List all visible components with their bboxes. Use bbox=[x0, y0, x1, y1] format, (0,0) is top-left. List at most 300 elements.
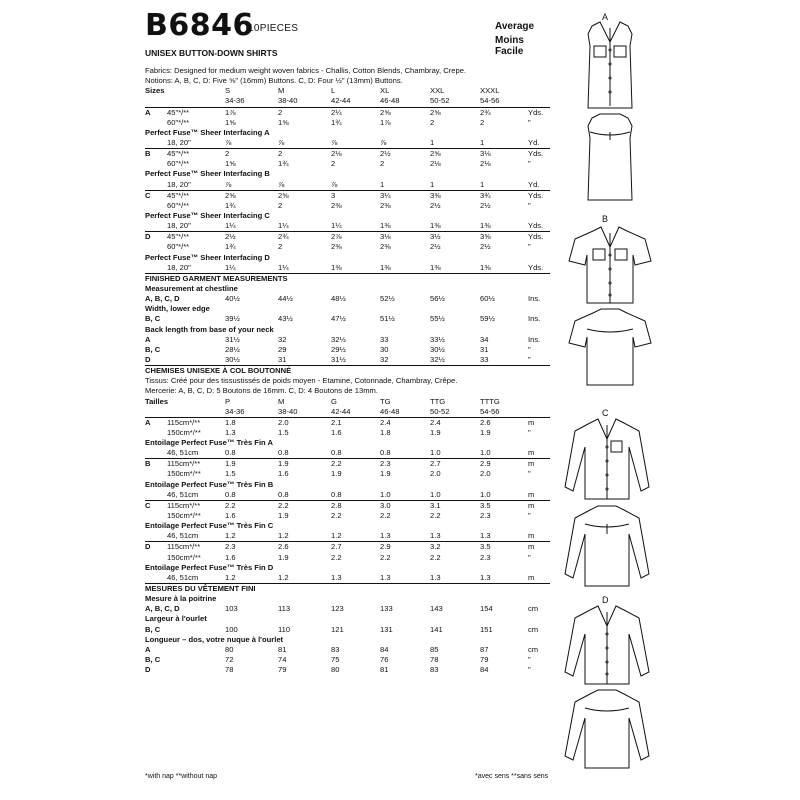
size-col-1: 1.5 bbox=[225, 469, 236, 479]
size-col-3: 1.6 bbox=[331, 427, 342, 437]
fabric-width: 60"*/** bbox=[167, 117, 190, 127]
size-col-4: 81 bbox=[380, 665, 389, 675]
size-col-5: 1⅜ bbox=[430, 262, 441, 272]
size-col-5: 56½ bbox=[430, 294, 445, 304]
size-col-6: 2½ bbox=[480, 200, 491, 210]
size-col-2: M bbox=[278, 396, 285, 406]
size-col-1: 72 bbox=[225, 655, 234, 665]
size-col-5: 1.0 bbox=[430, 489, 441, 499]
size-col-2: 31 bbox=[278, 354, 287, 364]
size-col-3: 2.8 bbox=[331, 500, 342, 510]
size-col-2: 110 bbox=[278, 624, 291, 634]
view-label: D bbox=[145, 354, 151, 364]
interfacing-heading bbox=[145, 438, 550, 448]
row-text: Width, lower edge bbox=[145, 304, 210, 314]
piece-count: 10PIECES bbox=[248, 23, 299, 34]
view-a-back-sketch bbox=[570, 112, 650, 204]
size-col-1: 34-36 bbox=[225, 406, 245, 416]
size-col-3: 121 bbox=[331, 624, 344, 634]
chart-data-row bbox=[145, 221, 550, 231]
size-col-3: 2⅜ bbox=[331, 242, 342, 252]
size-col-5: 2.2 bbox=[430, 511, 441, 521]
size-col-2: 2⅝ bbox=[278, 190, 289, 200]
size-col-5: 2⅝ bbox=[430, 107, 441, 117]
size-col-5: 83 bbox=[430, 665, 439, 675]
size-col-3: 31½ bbox=[331, 354, 346, 364]
unit: m bbox=[528, 531, 535, 541]
view-label: D bbox=[145, 665, 151, 675]
chart-data-row bbox=[145, 335, 550, 345]
size-col-4: 0.8 bbox=[380, 448, 391, 458]
interfacing-heading bbox=[145, 521, 550, 531]
size-col-3: 32½ bbox=[331, 334, 346, 344]
size-col-1: 0.8 bbox=[225, 489, 236, 499]
size-col-3: 1¼ bbox=[331, 221, 342, 231]
size-col-4: 1⅞ bbox=[380, 117, 391, 127]
size-col-5: 2.7 bbox=[430, 459, 441, 469]
size-col-3: 42-44 bbox=[331, 96, 351, 106]
size-col-6: 2¾ bbox=[480, 107, 491, 117]
row-text: FINISHED GARMENT MEASUREMENTS bbox=[145, 273, 288, 283]
size-col-4: 2.2 bbox=[380, 511, 391, 521]
size-col-2: 1¼ bbox=[278, 262, 289, 272]
row-text: Fabrics: Designed for medium weight woven fabrics - Challis, Cotton Blends, Chambray, Crepe. bbox=[145, 66, 467, 75]
unit: cm bbox=[528, 604, 539, 614]
unit: " bbox=[528, 552, 531, 562]
chart-note bbox=[145, 76, 550, 86]
row-text: Tissus: Créé pour des tissustissés de poids moyen - Etamine, Cotonnade, Chambray, Crêpe. bbox=[145, 376, 458, 386]
fabric-width: 46, 51cm bbox=[167, 489, 199, 499]
size-col-2: 29 bbox=[278, 344, 287, 354]
chart-data-row bbox=[145, 190, 550, 201]
chart-data-row bbox=[145, 490, 550, 500]
size-col-4: 1⅜ bbox=[380, 262, 391, 272]
fabric-width: 60"*/** bbox=[167, 242, 190, 252]
size-col-1: 39½ bbox=[225, 314, 240, 324]
fabric-width: 18, 20" bbox=[167, 137, 191, 147]
unit: Yds. bbox=[528, 232, 544, 242]
interfacing-heading bbox=[145, 253, 550, 263]
unit: m bbox=[528, 459, 535, 469]
chart-data-row bbox=[145, 159, 550, 169]
unit: " bbox=[528, 159, 531, 169]
unit: " bbox=[528, 469, 531, 479]
chart-data-row bbox=[145, 242, 550, 252]
size-col-3: 3 bbox=[331, 190, 336, 200]
size-header-row bbox=[145, 397, 550, 407]
size-col-1: 100 bbox=[225, 624, 238, 634]
size-col-6: 3.5 bbox=[480, 542, 491, 552]
size-col-1: 1.2 bbox=[225, 531, 236, 541]
size-col-6: 1.3 bbox=[480, 572, 491, 582]
measurement-heading bbox=[145, 304, 550, 314]
size-col-2: 79 bbox=[278, 665, 287, 675]
size-col-5: XXL bbox=[430, 86, 445, 96]
size-col-2: 2 bbox=[278, 107, 283, 117]
chart-note bbox=[145, 386, 550, 396]
size-col-1: 2⅝ bbox=[225, 190, 236, 200]
size-col-2: ⅞ bbox=[278, 137, 285, 147]
header bbox=[145, 8, 545, 68]
section-heading bbox=[145, 273, 550, 284]
size-col-6: 60½ bbox=[480, 294, 495, 304]
view-label: Sizes bbox=[145, 86, 165, 96]
size-col-4: 131 bbox=[380, 624, 393, 634]
size-col-1: 1¾ bbox=[225, 242, 236, 252]
size-col-6: 84 bbox=[480, 665, 489, 675]
chart-data-row bbox=[145, 263, 550, 273]
measurement-heading bbox=[145, 284, 550, 294]
view-label: A bbox=[145, 417, 151, 427]
row-text: Notions: A, B, C, D: Five ⅝" (16mm) Buttons. C, D: Four ½" (13mm) Buttons. bbox=[145, 76, 403, 86]
size-col-6: TTTG bbox=[480, 396, 500, 406]
size-col-6: 1⅜ bbox=[480, 221, 491, 231]
size-col-3: G bbox=[331, 396, 337, 406]
row-text: Entoilage Perfect Fuse™ Très Fin B bbox=[145, 479, 274, 489]
size-col-5: 1 bbox=[430, 137, 435, 147]
view-d-back-sketch bbox=[557, 688, 657, 770]
pattern-number: B6846 bbox=[145, 8, 254, 43]
size-col-2: 1.2 bbox=[278, 531, 289, 541]
size-col-4: 2⅝ bbox=[380, 107, 391, 117]
unit: m bbox=[528, 489, 535, 499]
size-col-6: 2.3 bbox=[480, 552, 491, 562]
unit: m bbox=[528, 417, 535, 427]
view-letter: C bbox=[602, 408, 609, 418]
size-col-2: 1.2 bbox=[278, 572, 289, 582]
unit: " bbox=[528, 354, 531, 364]
chart-data-row bbox=[145, 138, 550, 148]
size-col-3: 2.1 bbox=[331, 417, 342, 427]
view-label: B bbox=[145, 459, 151, 469]
size-col-4: 2.9 bbox=[380, 542, 391, 552]
view-label: B, C bbox=[145, 344, 161, 354]
unit: Ins. bbox=[528, 334, 541, 344]
fabric-width: 45"*/** bbox=[167, 149, 190, 159]
chart-data-row bbox=[145, 458, 550, 469]
row-text: Mercerie: A, B, C, D: 5 Boutons de 16mm. C, D: 4 Boutons de 13mm. bbox=[145, 386, 378, 396]
difficulty-english: Average bbox=[495, 21, 535, 32]
size-col-2: 2.0 bbox=[278, 417, 289, 427]
size-col-3: 1.2 bbox=[331, 531, 342, 541]
size-col-6: XXXL bbox=[480, 86, 500, 96]
size-col-1: 0.8 bbox=[225, 448, 236, 458]
size-col-1: 2½ bbox=[225, 232, 236, 242]
unit: " bbox=[528, 344, 531, 354]
size-col-3: 29½ bbox=[331, 344, 346, 354]
size-col-6: 1 bbox=[480, 179, 485, 189]
view-label: A bbox=[145, 107, 151, 117]
chart-data-row bbox=[145, 655, 550, 665]
size-col-4: ⅞ bbox=[380, 137, 387, 147]
unit: " bbox=[528, 665, 531, 675]
unit: Ins. bbox=[528, 314, 541, 324]
row-text: Entoilage Perfect Fuse™ Très Fin A bbox=[145, 438, 273, 448]
interfacing-heading bbox=[145, 563, 550, 573]
size-col-1: 28½ bbox=[225, 344, 240, 354]
size-col-1: 2.3 bbox=[225, 542, 236, 552]
chart-data-row bbox=[145, 314, 550, 324]
size-col-4: 30 bbox=[380, 344, 389, 354]
size-col-6: 34 bbox=[480, 334, 489, 344]
view-a bbox=[555, 0, 800, 205]
size-col-3: 123 bbox=[331, 604, 344, 614]
size-col-1: 1¾ bbox=[225, 200, 236, 210]
unit: Yds. bbox=[528, 262, 544, 272]
unit: cm bbox=[528, 644, 539, 654]
size-col-1: 1.6 bbox=[225, 552, 236, 562]
unit: " bbox=[528, 117, 531, 127]
size-col-2: 81 bbox=[278, 644, 287, 654]
size-col-1: S bbox=[225, 86, 231, 96]
size-col-2: 38-40 bbox=[278, 96, 298, 106]
size-col-4: XL bbox=[380, 86, 390, 96]
unit: " bbox=[528, 200, 531, 210]
yardage-chart bbox=[145, 66, 550, 675]
footnote-french: *avec sens **sans sens bbox=[475, 773, 549, 780]
fabric-width: 45"*/** bbox=[167, 107, 190, 117]
size-col-5: 55½ bbox=[430, 314, 445, 324]
unit: " bbox=[528, 242, 531, 252]
size-col-2: 1.5 bbox=[278, 427, 289, 437]
size-col-3: 2.2 bbox=[331, 552, 342, 562]
size-col-2: 38-40 bbox=[278, 406, 298, 416]
size-col-4: 76 bbox=[380, 655, 389, 665]
size-col-6: 1.9 bbox=[480, 427, 491, 437]
view-label: D bbox=[145, 232, 151, 242]
size-col-2: 32 bbox=[278, 334, 287, 344]
size-col-5: 141 bbox=[430, 624, 443, 634]
size-col-4: 33 bbox=[380, 334, 389, 344]
chart-data-row bbox=[145, 604, 550, 614]
size-col-3: 42-44 bbox=[331, 406, 351, 416]
size-col-5: 3½ bbox=[430, 232, 441, 242]
size-col-6: 31 bbox=[480, 344, 489, 354]
view-label: D bbox=[145, 542, 151, 552]
size-col-1: 1¼ bbox=[225, 221, 236, 231]
chart-data-row bbox=[145, 428, 550, 438]
size-col-2: 2.6 bbox=[278, 542, 289, 552]
size-col-6: 3¾ bbox=[480, 190, 491, 200]
size-col-4: 1.8 bbox=[380, 427, 391, 437]
chart-data-row bbox=[145, 541, 550, 552]
size-col-6: 151 bbox=[480, 624, 493, 634]
view-c-front-sketch bbox=[557, 417, 657, 502]
chart-data-row bbox=[145, 500, 550, 511]
fabric-width: 46, 51cm bbox=[167, 572, 199, 582]
size-col-3: 0.8 bbox=[331, 448, 342, 458]
size-col-3: 0.8 bbox=[331, 489, 342, 499]
size-col-3: 75 bbox=[331, 655, 340, 665]
size-col-4: 1.0 bbox=[380, 489, 391, 499]
page-title: UNISEX BUTTON-DOWN SHIRTS bbox=[145, 48, 278, 58]
chart-data-row bbox=[145, 180, 550, 190]
size-col-5: 32½ bbox=[430, 354, 445, 364]
size-col-5: 2.0 bbox=[430, 469, 441, 479]
size-col-1: 1.2 bbox=[225, 572, 236, 582]
row-text: Measurement at chestline bbox=[145, 283, 238, 293]
row-text: Longueur – dos, votre nuque à l'ourlet bbox=[145, 634, 284, 644]
size-col-2: 74 bbox=[278, 655, 287, 665]
size-col-2: 2 bbox=[278, 242, 283, 252]
chart-data-row bbox=[145, 355, 550, 365]
size-col-4: 3⅛ bbox=[380, 232, 391, 242]
size-col-3: 47½ bbox=[331, 314, 346, 324]
size-col-3: 48½ bbox=[331, 294, 346, 304]
size-col-6: 54-56 bbox=[480, 406, 500, 416]
unit: Yds. bbox=[528, 221, 544, 231]
chart-data-row bbox=[145, 573, 550, 583]
size-col-6: 2 bbox=[480, 117, 485, 127]
size-col-5: 2⅛ bbox=[430, 159, 441, 169]
size-col-3: 2¼ bbox=[331, 107, 342, 117]
view-d-front-sketch bbox=[557, 604, 657, 686]
size-col-4: 1.3 bbox=[380, 531, 391, 541]
size-col-1: 78 bbox=[225, 665, 234, 675]
unit: Yd. bbox=[528, 179, 540, 189]
fabric-width: 150cm*/** bbox=[167, 469, 201, 479]
difficulty-french: Moins Facile bbox=[495, 35, 524, 57]
size-col-2: 1⅝ bbox=[278, 117, 289, 127]
size-col-4: 2.2 bbox=[380, 552, 391, 562]
interfacing-heading bbox=[145, 211, 550, 221]
size-col-5: 78 bbox=[430, 655, 439, 665]
size-col-6: 2.3 bbox=[480, 511, 491, 521]
size-col-2: 44½ bbox=[278, 294, 293, 304]
size-col-6: 1.0 bbox=[480, 448, 491, 458]
size-col-5: 2⅝ bbox=[430, 149, 441, 159]
fabric-width: 60"*/** bbox=[167, 200, 190, 210]
unit: " bbox=[528, 427, 531, 437]
size-col-3: 83 bbox=[331, 644, 340, 654]
view-label: C bbox=[145, 190, 151, 200]
size-col-1: 1.3 bbox=[225, 427, 236, 437]
size-col-4: 52½ bbox=[380, 294, 395, 304]
view-b-front-sketch bbox=[565, 225, 655, 307]
size-col-6: 59½ bbox=[480, 314, 495, 324]
view-b-back-sketch bbox=[565, 307, 655, 389]
interfacing-heading bbox=[145, 169, 550, 179]
size-col-2: 2¾ bbox=[278, 232, 289, 242]
row-text: Entoilage Perfect Fuse™ Très Fin C bbox=[145, 521, 274, 531]
size-col-2: 2 bbox=[278, 149, 283, 159]
size-col-1: 1⅝ bbox=[225, 159, 236, 169]
size-col-4: 1.9 bbox=[380, 469, 391, 479]
size-col-5: 2½ bbox=[430, 200, 441, 210]
size-col-1: 103 bbox=[225, 604, 238, 614]
size-col-5: 3.1 bbox=[430, 500, 441, 510]
size-col-5: 1⅜ bbox=[430, 221, 441, 231]
size-col-5: 3.2 bbox=[430, 542, 441, 552]
fabric-width: 18, 20" bbox=[167, 179, 191, 189]
size-col-3: ⅞ bbox=[331, 179, 338, 189]
size-col-3: L bbox=[331, 86, 336, 96]
row-text: Perfect Fuse™ Sheer Interfacing A bbox=[145, 127, 270, 137]
size-col-3: 2 bbox=[331, 159, 336, 169]
size-col-4: 2⅜ bbox=[380, 200, 391, 210]
measurement-heading bbox=[145, 325, 550, 335]
size-col-1: ⅞ bbox=[225, 137, 232, 147]
size-col-4: 2½ bbox=[380, 149, 391, 159]
size-col-3: 80 bbox=[331, 665, 340, 675]
size-col-2: 43½ bbox=[278, 314, 293, 324]
size-col-2: 2.2 bbox=[278, 500, 289, 510]
row-text: Entoilage Perfect Fuse™ Très Fin D bbox=[145, 562, 274, 572]
size-header-row bbox=[145, 86, 550, 96]
unit: m bbox=[528, 500, 535, 510]
size-col-1: 1.9 bbox=[225, 459, 236, 469]
fabric-width: 45"*/** bbox=[167, 190, 190, 200]
fabric-width: 45"*/** bbox=[167, 232, 190, 242]
size-col-3: 2⅜ bbox=[331, 200, 342, 210]
unit: " bbox=[528, 655, 531, 665]
size-col-1: 1⅝ bbox=[225, 117, 236, 127]
size-col-2: 0.8 bbox=[278, 489, 289, 499]
size-col-5: 143 bbox=[430, 604, 443, 614]
size-col-3: 2.2 bbox=[331, 459, 342, 469]
chart-data-row bbox=[145, 118, 550, 128]
view-label: B, C bbox=[145, 314, 161, 324]
size-col-3: 1⅜ bbox=[331, 262, 342, 272]
size-col-6: 2.0 bbox=[480, 469, 491, 479]
size-col-6: 154 bbox=[480, 604, 493, 614]
size-col-5: 50-52 bbox=[430, 406, 450, 416]
interfacing-heading bbox=[145, 480, 550, 490]
size-col-4: 133 bbox=[380, 604, 393, 614]
size-col-2: 1¼ bbox=[278, 221, 289, 231]
size-col-5: 50-52 bbox=[430, 96, 450, 106]
chart-note bbox=[145, 66, 550, 76]
size-col-4: 32 bbox=[380, 354, 389, 364]
chart-data-row bbox=[145, 531, 550, 541]
size-col-1: 2 bbox=[225, 149, 230, 159]
measurement-heading bbox=[145, 594, 550, 604]
chart-data-row bbox=[145, 553, 550, 563]
view-letter: B bbox=[602, 214, 609, 224]
unit: cm bbox=[528, 624, 539, 634]
size-col-6: 2½ bbox=[480, 242, 491, 252]
row-text: Perfect Fuse™ Sheer Interfacing B bbox=[145, 169, 270, 179]
chart-data-row bbox=[145, 345, 550, 355]
fabric-width: 150cm*/** bbox=[167, 511, 201, 521]
size-col-4: 46-48 bbox=[380, 406, 400, 416]
view-label: B, C bbox=[145, 624, 161, 634]
unit: Yds. bbox=[528, 190, 544, 200]
fabric-width: 115cm*/** bbox=[167, 500, 201, 510]
size-col-3: 2⅞ bbox=[331, 232, 342, 242]
unit: Yd. bbox=[528, 137, 540, 147]
chart-data-row bbox=[145, 448, 550, 458]
size-col-1: 1.8 bbox=[225, 417, 236, 427]
size-col-2: 113 bbox=[278, 604, 291, 614]
size-col-6: 1 bbox=[480, 137, 485, 147]
measurement-heading bbox=[145, 635, 550, 645]
size-col-3: 1.3 bbox=[331, 572, 342, 582]
size-col-4: 1.3 bbox=[380, 572, 391, 582]
unit: m bbox=[528, 448, 535, 458]
size-col-4: 2 bbox=[380, 159, 385, 169]
size-col-5: 1.9 bbox=[430, 427, 441, 437]
size-col-6: 2.6 bbox=[480, 417, 491, 427]
size-col-4: 1 bbox=[380, 179, 385, 189]
size-col-3: ⅞ bbox=[331, 137, 338, 147]
chart-data-row bbox=[145, 201, 550, 211]
size-col-6: 54-56 bbox=[480, 96, 500, 106]
size-col-3: 2.2 bbox=[331, 511, 342, 521]
view-letter: D bbox=[602, 595, 609, 605]
row-text: CHEMISES UNISEXE À COL BOUTONNÉ bbox=[145, 366, 292, 376]
chart-data-row bbox=[145, 625, 550, 635]
